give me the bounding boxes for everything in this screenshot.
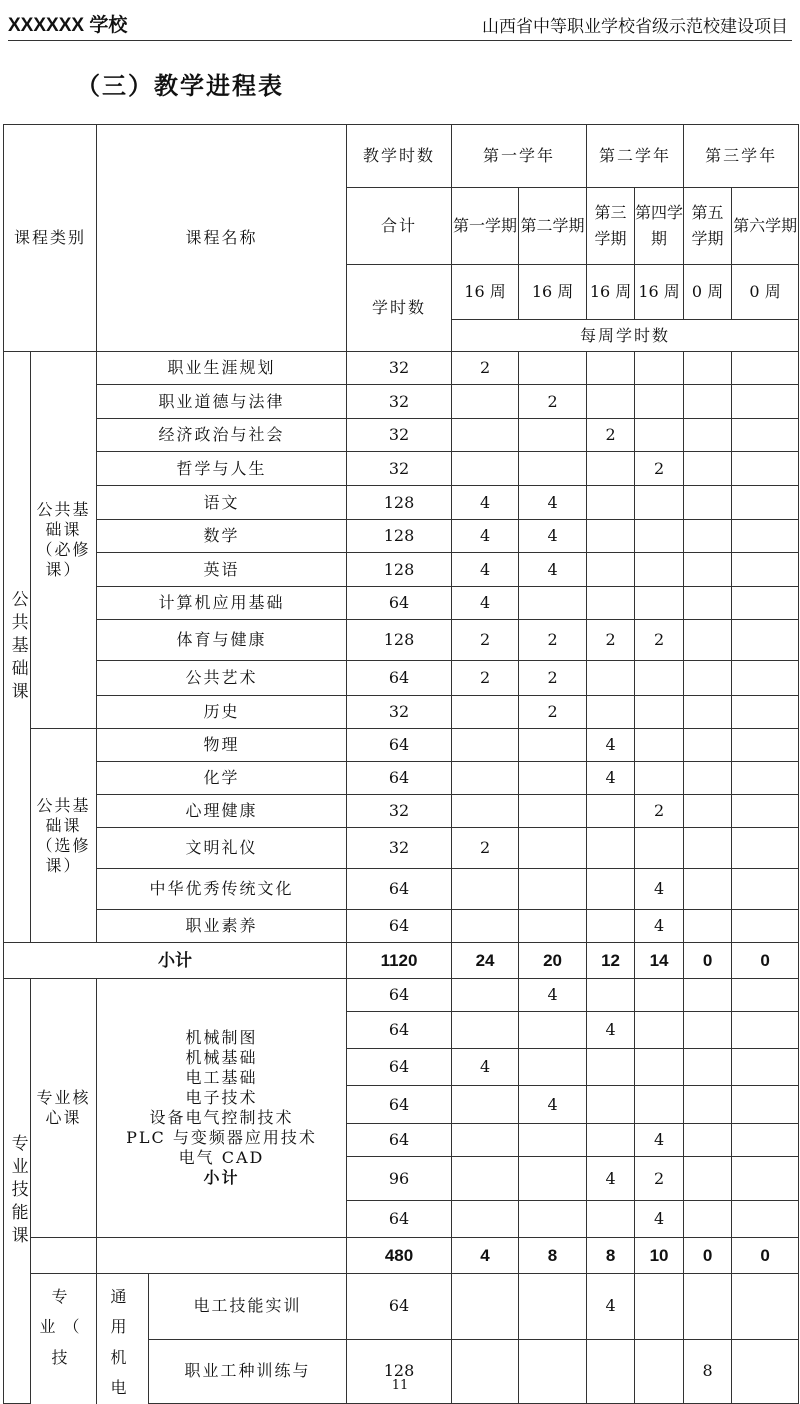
- term-1-hours: 2: [452, 828, 519, 869]
- term-2-hours: [519, 452, 587, 486]
- term-5-hours: [684, 1049, 732, 1086]
- term-3-hours: [587, 661, 635, 696]
- term-2-hours: 4: [519, 520, 587, 553]
- term-2-hours: [519, 587, 587, 620]
- term-2-hours: [519, 419, 587, 452]
- course-name: 数学: [97, 520, 347, 553]
- term-3-hours: [587, 1339, 635, 1403]
- course-hours: 64: [347, 979, 452, 1012]
- term-5-hours: [684, 1157, 732, 1201]
- course-hours: 32: [347, 385, 452, 419]
- term-5-hours: [684, 352, 732, 385]
- course-name: 职业工种训练与: [149, 1339, 347, 1403]
- course-hours: 32: [347, 352, 452, 385]
- term-2-hours: [519, 795, 587, 828]
- term-4-hours: [635, 587, 684, 620]
- term-4-hours: 10: [635, 1238, 684, 1274]
- subcategory-elective: 公共基础课（选修课）: [31, 729, 97, 943]
- header-year-3: 第三学年: [684, 125, 799, 188]
- core-subtotal-label: 小计: [203, 1168, 240, 1187]
- teaching-schedule-table: [3, 124, 799, 1404]
- core-course-name: 设备电气控制技术: [149, 1108, 294, 1127]
- term-3-hours: [587, 486, 635, 520]
- course-hours: 64: [347, 1274, 452, 1340]
- table-row: [4, 385, 799, 419]
- term-1-hours: [452, 1201, 519, 1238]
- term-6-hours: [732, 1086, 799, 1124]
- header-term-1: 第一学期: [452, 188, 519, 265]
- header-term-3: 第三学期: [587, 188, 635, 265]
- term-2-hours: 4: [519, 486, 587, 520]
- header-weeks-1: 16 周: [452, 265, 519, 320]
- term-3-hours: [587, 1049, 635, 1086]
- term-3-hours: 4: [587, 762, 635, 795]
- course-hours: 128: [347, 620, 452, 661]
- term-4-hours: [635, 520, 684, 553]
- term-6-hours: [732, 352, 799, 385]
- core-course-name: 电工基础: [185, 1068, 258, 1087]
- table-row: [4, 696, 799, 729]
- term-2-hours: 2: [519, 385, 587, 419]
- school-name: XXXXXX 学校: [8, 15, 128, 36]
- header-year-1: 第一学年: [452, 125, 587, 188]
- term-5-hours: [684, 661, 732, 696]
- term-5-hours: [684, 452, 732, 486]
- table-row: [4, 352, 799, 385]
- header-term-4: 第四学期: [635, 188, 684, 265]
- course-hours: 128: [347, 486, 452, 520]
- term-6-hours: [732, 869, 799, 910]
- term-2-hours: 8: [519, 1238, 587, 1274]
- term-1-hours: 4: [452, 1049, 519, 1086]
- term-6-hours: [732, 729, 799, 762]
- table-row: [4, 553, 799, 587]
- term-1-hours: [452, 729, 519, 762]
- term-2-hours: [519, 1201, 587, 1238]
- term-1-hours: 2: [452, 352, 519, 385]
- term-5-hours: [684, 620, 732, 661]
- term-4-hours: [635, 1339, 684, 1403]
- subcategory-skill-training: 专 业（ 技: [31, 1274, 97, 1404]
- course-hours: 64: [347, 869, 452, 910]
- term-3-hours: [587, 1086, 635, 1124]
- subtotal-label: 小计: [4, 943, 347, 979]
- course-name: 计算机应用基础: [97, 587, 347, 620]
- term-6-hours: [732, 1157, 799, 1201]
- course-hours: 64: [347, 1012, 452, 1049]
- term-1-hours: 24: [452, 943, 519, 979]
- term-2-hours: 2: [519, 661, 587, 696]
- core-course-name: 电子技术: [185, 1088, 258, 1107]
- term-6-hours: [732, 1012, 799, 1049]
- term-4-hours: [635, 979, 684, 1012]
- term-1-hours: [452, 696, 519, 729]
- term-4-hours: 2: [635, 620, 684, 661]
- term-3-hours: [587, 795, 635, 828]
- term-5-hours: [684, 1201, 732, 1238]
- term-5-hours: 8: [684, 1339, 732, 1403]
- course-hours: 64: [347, 762, 452, 795]
- course-hours: 64: [347, 661, 452, 696]
- table-row: [4, 419, 799, 452]
- category-public-foundation: 公共基础课: [4, 352, 31, 943]
- course-name: 经济政治与社会: [97, 419, 347, 452]
- term-4-hours: 14: [635, 943, 684, 979]
- term-4-hours: [635, 385, 684, 419]
- course-name: 历史: [97, 696, 347, 729]
- header-weeks-3: 16 周: [587, 265, 635, 320]
- term-1-hours: [452, 452, 519, 486]
- core-total-blank-b: [97, 1238, 347, 1274]
- term-4-hours: [635, 419, 684, 452]
- term-5-hours: [684, 1012, 732, 1049]
- term-6-hours: [732, 452, 799, 486]
- term-6-hours: [732, 553, 799, 587]
- table-row: [4, 762, 799, 795]
- term-1-hours: [452, 1012, 519, 1049]
- term-2-hours: [519, 729, 587, 762]
- table-row: [4, 661, 799, 696]
- term-3-hours: 4: [587, 1157, 635, 1201]
- term-4-hours: [635, 352, 684, 385]
- term-5-hours: [684, 828, 732, 869]
- page-number: 11: [391, 1378, 409, 1393]
- term-6-hours: [732, 1124, 799, 1157]
- term-6-hours: [732, 1049, 799, 1086]
- course-hours: 64: [347, 1124, 452, 1157]
- term-4-hours: [635, 828, 684, 869]
- term-4-hours: [635, 661, 684, 696]
- course-hours: 64: [347, 910, 452, 943]
- term-4-hours: [635, 762, 684, 795]
- header-weeks-6: 0 周: [732, 265, 799, 320]
- core-course-name: PLC 与变频器应用技术: [126, 1128, 317, 1147]
- term-3-hours: [587, 979, 635, 1012]
- term-1-hours: [452, 1274, 519, 1340]
- term-1-hours: [452, 419, 519, 452]
- table-row: [4, 452, 799, 486]
- header-teaching-hours: 教学时数: [347, 125, 452, 188]
- term-1-hours: [452, 795, 519, 828]
- core-course-name: 机械制图: [185, 1028, 258, 1047]
- course-hours: 128: [347, 520, 452, 553]
- term-5-hours: [684, 553, 732, 587]
- term-5-hours: [684, 795, 732, 828]
- header-weeks-2: 16 周: [519, 265, 587, 320]
- term-3-hours: [587, 828, 635, 869]
- term-3-hours: [587, 587, 635, 620]
- term-3-hours: 2: [587, 419, 635, 452]
- term-1-hours: 4: [452, 1238, 519, 1274]
- course-hours: 32: [347, 696, 452, 729]
- course-name: 哲学与人生: [97, 452, 347, 486]
- table-row: [4, 795, 799, 828]
- term-3-hours: [587, 452, 635, 486]
- subcategory-core: 专业核心课: [31, 979, 97, 1238]
- term-6-hours: [732, 1339, 799, 1403]
- table-row: [4, 620, 799, 661]
- term-4-hours: 2: [635, 795, 684, 828]
- category-professional-skills: 专业技能课: [4, 979, 31, 1404]
- term-5-hours: [684, 1274, 732, 1340]
- term-5-hours: [684, 762, 732, 795]
- table-row: [4, 828, 799, 869]
- term-5-hours: [684, 486, 732, 520]
- term-3-hours: 4: [587, 1274, 635, 1340]
- course-name: 职业素养: [97, 910, 347, 943]
- course-name: 公共艺术: [97, 661, 347, 696]
- term-2-hours: 4: [519, 553, 587, 587]
- course-name: 英语: [97, 553, 347, 587]
- term-3-hours: [587, 1124, 635, 1157]
- term-1-hours: [452, 762, 519, 795]
- page-title: （三）教学进程表: [76, 72, 284, 100]
- term-3-hours: 8: [587, 1238, 635, 1274]
- project-name: 山西省中等职业学校省级示范校建设项目: [482, 17, 788, 37]
- term-6-hours: [732, 520, 799, 553]
- term-1-hours: 4: [452, 587, 519, 620]
- header-term-2: 第二学期: [519, 188, 587, 265]
- term-3-hours: [587, 520, 635, 553]
- term-4-hours: 2: [635, 452, 684, 486]
- header-rule: [8, 40, 792, 41]
- header-term-5: 第五学期: [684, 188, 732, 265]
- term-4-hours: [635, 1086, 684, 1124]
- term-1-hours: [452, 1339, 519, 1403]
- term-2-hours: [519, 910, 587, 943]
- term-2-hours: [519, 1124, 587, 1157]
- course-name: 体育与健康: [97, 620, 347, 661]
- course-hours: 64: [347, 587, 452, 620]
- core-course-name: 机械基础: [185, 1048, 258, 1067]
- term-3-hours: 4: [587, 1012, 635, 1049]
- subtotal-hours: 1120: [347, 943, 452, 979]
- term-6-hours: [732, 587, 799, 620]
- term-1-hours: 2: [452, 661, 519, 696]
- term-1-hours: [452, 1157, 519, 1201]
- course-hours: 32: [347, 795, 452, 828]
- term-5-hours: [684, 869, 732, 910]
- term-4-hours: [635, 729, 684, 762]
- term-2-hours: 20: [519, 943, 587, 979]
- term-1-hours: [452, 1124, 519, 1157]
- term-4-hours: 4: [635, 869, 684, 910]
- term-5-hours: [684, 520, 732, 553]
- table-row: [4, 1274, 799, 1340]
- term-3-hours: [587, 696, 635, 729]
- term-4-hours: [635, 553, 684, 587]
- table-row: [4, 587, 799, 620]
- term-6-hours: [732, 620, 799, 661]
- course-name: 化学: [97, 762, 347, 795]
- term-4-hours: 4: [635, 1201, 684, 1238]
- subcategory-required: 公共基础课（必修课）: [31, 352, 97, 729]
- term-2-hours: 4: [519, 979, 587, 1012]
- term-5-hours: [684, 910, 732, 943]
- course-hours: 64: [347, 1049, 452, 1086]
- core-course-names: [97, 979, 347, 1238]
- table-row: [4, 910, 799, 943]
- term-6-hours: [732, 385, 799, 419]
- term-3-hours: [587, 553, 635, 587]
- header-weeks-4: 16 周: [635, 265, 684, 320]
- term-1-hours: 4: [452, 520, 519, 553]
- course-hours: 128: [347, 1339, 452, 1403]
- term-3-hours: 2: [587, 620, 635, 661]
- term-6-hours: [732, 979, 799, 1012]
- term-2-hours: [519, 1012, 587, 1049]
- term-6-hours: 0: [732, 943, 799, 979]
- header-course-name: 课程名称: [97, 125, 347, 352]
- term-5-hours: [684, 979, 732, 1012]
- course-hours: 64: [347, 729, 452, 762]
- course-name: 语文: [97, 486, 347, 520]
- term-6-hours: [732, 696, 799, 729]
- term-6-hours: [732, 419, 799, 452]
- term-1-hours: [452, 979, 519, 1012]
- term-5-hours: 0: [684, 943, 732, 979]
- term-5-hours: [684, 1086, 732, 1124]
- term-5-hours: [684, 419, 732, 452]
- term-4-hours: [635, 696, 684, 729]
- course-hours: 32: [347, 452, 452, 486]
- term-4-hours: 2: [635, 1157, 684, 1201]
- term-3-hours: [587, 910, 635, 943]
- term-3-hours: [587, 1201, 635, 1238]
- course-name: 电工技能实训: [149, 1274, 347, 1340]
- term-4-hours: [635, 1274, 684, 1340]
- term-6-hours: [732, 762, 799, 795]
- term-1-hours: [452, 869, 519, 910]
- term-2-hours: [519, 762, 587, 795]
- term-4-hours: [635, 1012, 684, 1049]
- term-6-hours: [732, 1274, 799, 1340]
- core-total-blank-a: [31, 1238, 97, 1274]
- term-6-hours: 0: [732, 1238, 799, 1274]
- term-5-hours: [684, 385, 732, 419]
- table-row: [4, 869, 799, 910]
- header-weeks-5: 0 周: [684, 265, 732, 320]
- term-2-hours: [519, 869, 587, 910]
- term-5-hours: [684, 587, 732, 620]
- term-2-hours: [519, 352, 587, 385]
- term-5-hours: [684, 696, 732, 729]
- term-3-hours: 12: [587, 943, 635, 979]
- term-1-hours: 2: [452, 620, 519, 661]
- table-row: [4, 486, 799, 520]
- course-name: 物理: [97, 729, 347, 762]
- term-5-hours: [684, 1124, 732, 1157]
- term-4-hours: [635, 1049, 684, 1086]
- header-category: 课程类别: [4, 125, 97, 352]
- course-name: 职业生涯规划: [97, 352, 347, 385]
- term-4-hours: 4: [635, 1124, 684, 1157]
- header-year-2: 第二学年: [587, 125, 684, 188]
- course-hours: 64: [347, 1086, 452, 1124]
- term-5-hours: 0: [684, 1238, 732, 1274]
- term-2-hours: [519, 1274, 587, 1340]
- term-3-hours: 4: [587, 729, 635, 762]
- header-hours-count: 学时数: [347, 265, 452, 352]
- header-term-6: 第六学期: [732, 188, 799, 265]
- term-2-hours: [519, 828, 587, 869]
- table-row: [4, 520, 799, 553]
- term-2-hours: [519, 1157, 587, 1201]
- term-6-hours: [732, 486, 799, 520]
- term-2-hours: [519, 1339, 587, 1403]
- core-total-hours: 480: [347, 1238, 452, 1274]
- course-hours: 32: [347, 419, 452, 452]
- term-2-hours: [519, 1049, 587, 1086]
- term-2-hours: 4: [519, 1086, 587, 1124]
- course-hours: 32: [347, 828, 452, 869]
- table-row: [4, 943, 799, 979]
- table-row: [4, 1238, 799, 1274]
- course-name: 职业道德与法律: [97, 385, 347, 419]
- course-hours: 128: [347, 553, 452, 587]
- header-total: 合计: [347, 188, 452, 265]
- course-name: 心理健康: [97, 795, 347, 828]
- course-name: 文明礼仪: [97, 828, 347, 869]
- term-6-hours: [732, 661, 799, 696]
- table-row: [4, 979, 799, 1012]
- term-4-hours: [635, 486, 684, 520]
- term-1-hours: [452, 910, 519, 943]
- term-6-hours: [732, 795, 799, 828]
- table-row: [4, 729, 799, 762]
- term-2-hours: 2: [519, 620, 587, 661]
- term-3-hours: [587, 352, 635, 385]
- term-4-hours: 4: [635, 910, 684, 943]
- subcategory-general-electromechanical: 通 用 机 电: [97, 1274, 149, 1404]
- term-1-hours: 4: [452, 486, 519, 520]
- term-1-hours: 4: [452, 553, 519, 587]
- term-5-hours: [684, 729, 732, 762]
- term-1-hours: [452, 1086, 519, 1124]
- header-weekly-hours: 每周学时数: [452, 320, 799, 352]
- course-name: 中华优秀传统文化: [97, 869, 347, 910]
- core-course-name: 电气 CAD: [178, 1148, 265, 1167]
- course-hours: 96: [347, 1157, 452, 1201]
- term-3-hours: [587, 385, 635, 419]
- term-6-hours: [732, 1201, 799, 1238]
- term-2-hours: 2: [519, 696, 587, 729]
- term-6-hours: [732, 910, 799, 943]
- term-1-hours: [452, 385, 519, 419]
- term-3-hours: [587, 869, 635, 910]
- term-6-hours: [732, 828, 799, 869]
- course-hours: 64: [347, 1201, 452, 1238]
